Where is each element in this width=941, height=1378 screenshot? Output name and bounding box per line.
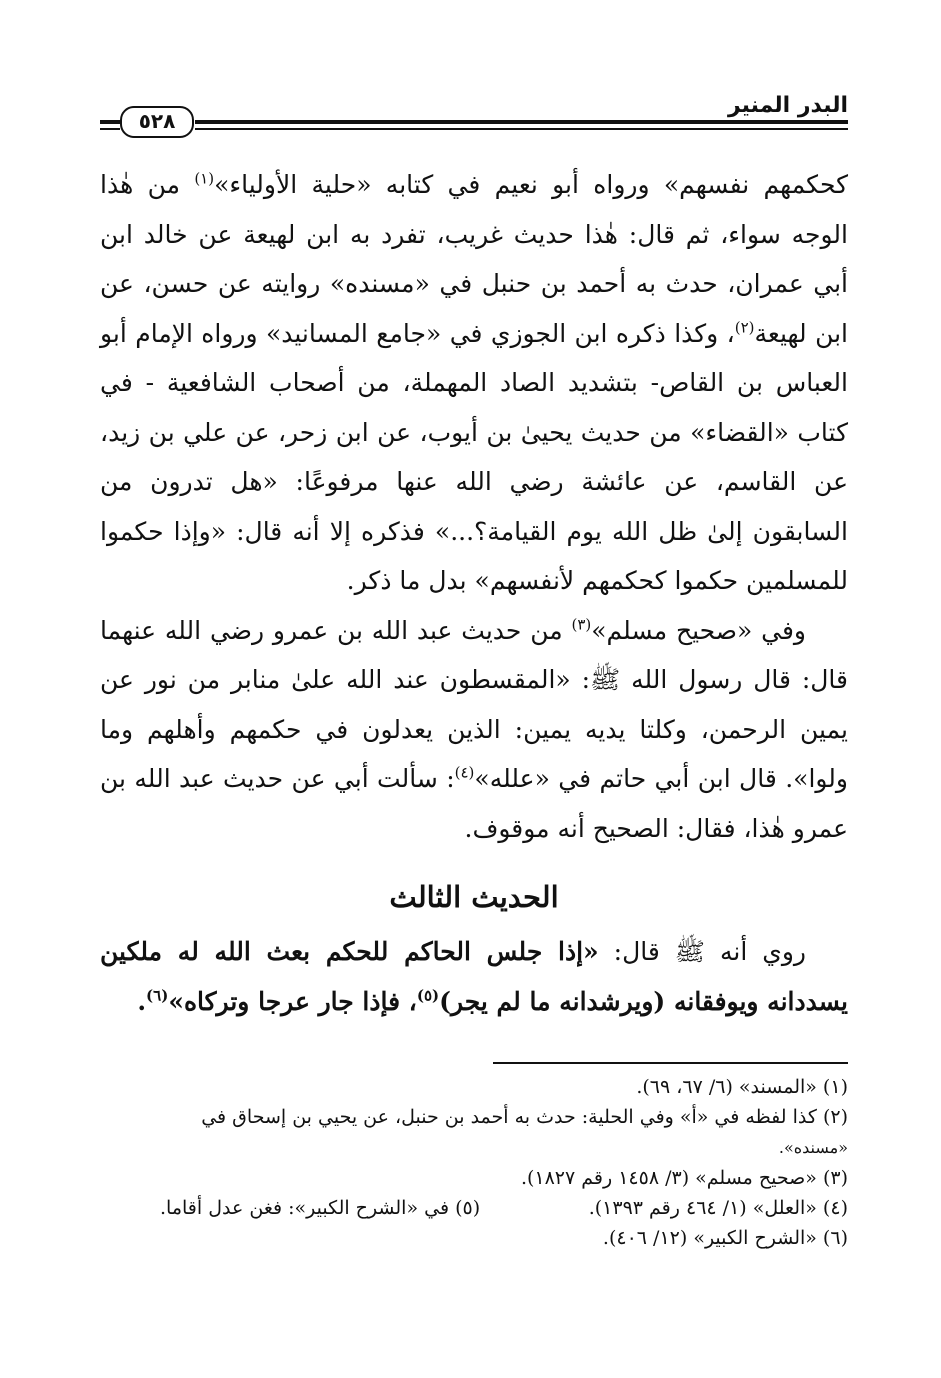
text-run: : سألت أبي عن حديث عبد الله بن عمرو هٰذا، فقال: الصحيح أنه موقوف.: [100, 764, 848, 843]
header-rule-left-thick: [100, 120, 120, 124]
footnote-2-cont-text: «مسنده».: [778, 1138, 848, 1157]
footnote-1: (١) «المسند» (٦/ ٦٧، ٦٩).: [636, 1076, 848, 1098]
text-run: روي أنه ﷺ قال:: [598, 937, 806, 966]
text-run: من حديث عبد الله بن عمرو رضي الله عنهما قال: قال رسول الله ﷺ: «المقسطون عند الله علىٰ منابر من نور عن يمين الرحمن، وكلتا يديه يمين: الذين يعدلون في حكمهم وأهلهم وما ولوا». قال ابن أبي حاتم في «علله»: [100, 615, 848, 793]
footnote-5: (٥) في «الشرح الكبير»: فغن عدل أقاما.: [160, 1197, 481, 1219]
text-run: .: [137, 986, 147, 1016]
footnote-ref-3: (٣): [571, 615, 592, 634]
header-rule-left-thin: [100, 128, 120, 130]
header-rule-thick: [195, 120, 848, 124]
running-title: البدر المنير: [727, 93, 848, 118]
footnote-ref-5: (٥): [416, 986, 440, 1005]
text-run: من هٰذا الوجه سواء، ثم قال: هٰذا حديث غريب، تفرد به ابن لهيعة عن خالد ابن أبي عمران، حدث به أحمد بن حنبل في «مسنده» روايته عن حسن، عن ابن لهيعة: [100, 170, 848, 348]
page-header: [100, 92, 848, 140]
footnote-2-text: (٢) كذا لفظه في «أ» وفي الحلية: حدث به أحمد بن حنبل، عن يحيي بن إسحاق في: [201, 1106, 848, 1128]
footnote-ref-6: (٦): [146, 986, 169, 1005]
footnote-4: (٤) «العلل» (١/ ٤٦٤ رقم ١٣٩٣).: [588, 1197, 848, 1219]
text-run: ، وكذا ذكره ابن الجوزي في «جامع المسانيد» ورواه الإمام أبو العباس بن القاص- بتشديد الصاد المهملة، من أصحاب الشافعية - في كتاب «القضاء» من حديث يحيىٰ بن أيوب، عن ابن زحر، عن علي بن زيد، عن القاسم، عن عائشة رضي الله عنها مرفوعًا: «هل تدرون من السابقون إلىٰ ظل الله يوم القيامة؟...» فذكره إلا أنه قال: «وإذا حكموا للمسلمين حكموا كحكمهم لأنفسهم» بدل ما ذكر.: [100, 318, 848, 595]
paragraph-2: [100, 606, 848, 854]
footnote-3: (٣) «صحيح مسلم» (٣/ ١٤٥٨ رقم ١٨٢٧).: [520, 1167, 848, 1189]
text-run: وفي «صحيح مسلم»: [591, 615, 806, 645]
section-heading: الحديث الثالث: [389, 880, 559, 914]
footnote-2-continuation: [100, 1132, 848, 1163]
hadith-paragraph: [100, 927, 848, 1026]
footnote-separator: [493, 1062, 848, 1064]
footnote-2: [100, 1102, 848, 1132]
footnotes: [100, 1072, 848, 1253]
footnote-ref-1: (١): [194, 169, 215, 188]
main-text: [100, 160, 848, 1026]
footnote-6: (٦) «الشرح الكبير» (١٢/ ٤٠٦).: [602, 1227, 848, 1249]
text-run: ، فإذا جار عرجا وتركاه»: [168, 986, 417, 1016]
header-rule-thin: [195, 128, 848, 130]
page-number: ٥٢٨: [120, 106, 194, 138]
footnote-ref-4: (٤): [454, 763, 475, 782]
text-run: «إذا جلس الحاكم للحكم بعث الله له ملكين يسددانه ويوفقانه (ويرشدانه ما لم يجر): [100, 937, 848, 1016]
text-run: كحكمهم نفسهم» ورواه أبو نعيم في كتابه «حلية الأولياء»: [214, 170, 848, 199]
footnote-ref-2: (٢): [734, 318, 755, 337]
paragraph-1: [100, 160, 848, 606]
footnote-row-4-5: [100, 1193, 848, 1223]
